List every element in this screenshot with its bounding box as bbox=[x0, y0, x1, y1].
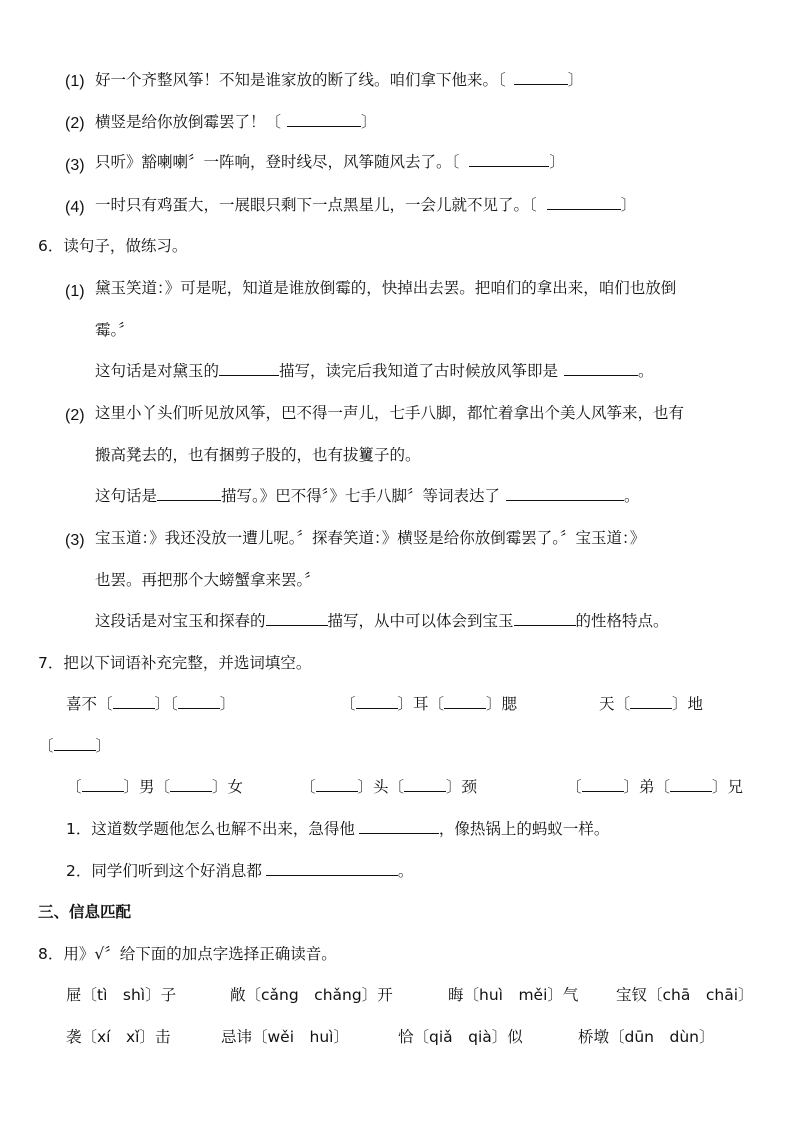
q6-item2-question-part1: 这句话是 bbox=[95, 487, 158, 505]
q6-item2-question-part2: 描写。》巴不得〞》七手八脚〞等词表达了 bbox=[221, 487, 501, 505]
q7-idiom-5 bbox=[300, 777, 477, 797]
q5-item1 bbox=[95, 70, 583, 90]
q7-title: 7．把以下词语补充完整，并选词填空。 bbox=[38, 654, 312, 672]
q6-item1-question-part2: 描写，读完后我知道了古时候放风筝即是 bbox=[279, 362, 559, 380]
q6-item1-number: (1) bbox=[65, 283, 85, 300]
q7-idiom-4-part2: 〕男〔 bbox=[123, 778, 171, 796]
q7-sentence-1-blank[interactable] bbox=[359, 819, 439, 834]
q5-item4-number: (4) bbox=[65, 199, 85, 216]
q5-item2-number: (2) bbox=[65, 115, 85, 132]
q7-idiom-5-part2: 〕头〔 bbox=[357, 778, 405, 796]
q5-item3-number: (3) bbox=[65, 157, 85, 174]
q7-sentence-2-end: 。 bbox=[397, 862, 414, 880]
q6-item1-question-part1: 这句话是对黛玉的 bbox=[95, 362, 220, 380]
q7-idiom-4-part3: 〕女 bbox=[212, 778, 244, 796]
q7-idiom-5-part3: 〕颈 bbox=[446, 778, 478, 796]
q7-idiom-4-blank2[interactable] bbox=[170, 777, 212, 792]
q6-title: 6．读句子，做练习。 bbox=[38, 237, 188, 255]
q8-title: 8．用》√〞给下面的加点字选择正确读音。 bbox=[38, 945, 337, 963]
q7-idiom-6-part3: 〕兄 bbox=[712, 778, 744, 796]
q6-item2-number: (2) bbox=[65, 407, 85, 424]
q7-idiom-3-blank2[interactable] bbox=[54, 736, 96, 751]
q5-item3-answer-blank[interactable] bbox=[469, 152, 549, 167]
q7-idiom-3-part3: 〔 bbox=[38, 737, 54, 755]
q7-idiom-5-blank1[interactable] bbox=[316, 777, 358, 792]
q7-sentence-2-blank[interactable] bbox=[266, 861, 398, 876]
q7-idiom-6-part2: 〕弟〔 bbox=[623, 778, 671, 796]
q5-item2-text: 横竖是给你放倒霉罢了！〔 bbox=[95, 113, 282, 131]
q7-idiom-6-blank2[interactable] bbox=[670, 777, 712, 792]
q7-idiom-1-part1: 喜不〔 bbox=[66, 695, 113, 713]
q6-item3-blank1[interactable] bbox=[266, 611, 328, 626]
q5-item4 bbox=[95, 195, 636, 215]
q7-idiom-2-blank1[interactable] bbox=[356, 694, 398, 709]
q7-idiom-2 bbox=[340, 694, 517, 714]
q6-item2-blank2[interactable] bbox=[506, 486, 624, 501]
q6-item1-line2: 霉。〞 bbox=[95, 321, 134, 339]
q5-item1-answer-blank[interactable] bbox=[514, 70, 568, 85]
q8-choice-4[interactable]: 宝钗〔chā chāi〕 bbox=[616, 986, 754, 1004]
q6-item1-question-end: 。 bbox=[638, 362, 654, 380]
q7-idiom-6-blank1[interactable] bbox=[582, 777, 624, 792]
q7-idiom-2-blank2[interactable] bbox=[444, 694, 486, 709]
q6-item2-question bbox=[95, 486, 640, 506]
q6-item2-line2: 搬高凳去的，也有捆剪子股的，也有拔籰子的。 bbox=[95, 446, 421, 464]
q7-idiom-1-part2: 〕〔 bbox=[154, 695, 178, 713]
q8-choice-3[interactable]: 晦〔huì měi〕气 bbox=[448, 986, 579, 1004]
q7-idiom-1 bbox=[66, 694, 235, 714]
q6-item3-question-part1: 这段话是对宝玉和探春的 bbox=[95, 612, 266, 630]
q7-idiom-3-part1: 天〔 bbox=[599, 695, 631, 713]
q7-sentence-2-part1: 2．同学们听到这个好消息都 bbox=[66, 862, 262, 880]
q5-item1-close: 〕 bbox=[567, 71, 584, 89]
q7-idiom-2-part2: 〕耳〔 bbox=[397, 695, 445, 713]
q5-item1-text: 好一个齐整风筝！不知是谁家放的断了线。咱们拿下他来。〔 bbox=[95, 71, 506, 89]
q6-item3-blank2[interactable] bbox=[514, 611, 576, 626]
q6-item3-question-end: 的性格特点。 bbox=[575, 612, 669, 630]
q5-item1-number: (1) bbox=[65, 73, 85, 90]
q5-item3 bbox=[95, 152, 565, 172]
q6-item3-question bbox=[95, 611, 669, 631]
q7-idiom-6 bbox=[566, 777, 743, 797]
q7-idiom-3-blank1[interactable] bbox=[630, 694, 672, 709]
q7-idiom-4-blank1[interactable] bbox=[82, 777, 124, 792]
q7-idiom-3 bbox=[599, 694, 703, 714]
q8-choice-2[interactable]: 敞〔cǎng chǎng〕开 bbox=[230, 986, 393, 1004]
q6-item3-line2: 也罢。再把那个大螃蟹拿来罢。〞 bbox=[95, 571, 320, 589]
q7-sentence-2 bbox=[66, 861, 413, 881]
q6-item3-line1: 宝玉道：》我还没放一遭儿呢。〞探春笑道：》横竖是给你放倒霉罢了。〞宝玉道：》 bbox=[95, 529, 646, 547]
q6-item2-question-end: 。 bbox=[624, 487, 640, 505]
q5-item4-text: 一时只有鸡蛋大，一展眼只剩下一点黑星儿，一会儿就不见了。〔 bbox=[95, 196, 537, 214]
q8-choice-6[interactable]: 忌讳〔wěi huì〕 bbox=[221, 1028, 349, 1046]
q5-item2 bbox=[95, 112, 377, 132]
q7-sentence-1-part1: 1．这道数学题他怎么也解不出来，急得他 bbox=[66, 820, 355, 838]
q5-item3-text: 只听》豁喇喇〞一阵响，登时线尽，风筝随风去了。〔 bbox=[95, 153, 460, 171]
q6-item1-blank2[interactable] bbox=[564, 361, 638, 376]
q6-item3-question-part2: 描写，从中可以体会到宝玉 bbox=[327, 612, 514, 630]
q5-item2-answer-blank[interactable] bbox=[287, 112, 361, 127]
q6-item2-blank1[interactable] bbox=[157, 486, 221, 501]
q7-idiom-5-part1: 〔 bbox=[300, 778, 316, 796]
q7-idiom-4 bbox=[66, 777, 243, 797]
q7-idiom-1-blank1[interactable] bbox=[113, 694, 155, 709]
q7-idiom-3-continued bbox=[38, 736, 111, 756]
q7-sentence-1-part2: ，像热锅上的蚂蚁一样。 bbox=[438, 820, 610, 838]
q7-idiom-3-part2: 〕地 bbox=[672, 695, 704, 713]
q7-sentence-1 bbox=[66, 819, 609, 839]
q8-choice-1[interactable]: 屉〔tì shì〕子 bbox=[66, 986, 177, 1004]
q7-idiom-5-blank2[interactable] bbox=[404, 777, 446, 792]
q8-choice-8[interactable]: 桥墩〔dūn dùn〕 bbox=[578, 1028, 715, 1046]
q6-item2-line1: 这里小丫头们听见放风筝，巴不得一声儿，七手八脚，都忙着拿出个美人风筝来，也有 bbox=[95, 404, 685, 422]
q7-idiom-3-part4: 〕 bbox=[95, 737, 112, 755]
q7-idiom-1-part3: 〕 bbox=[219, 695, 236, 713]
q5-item2-close: 〕 bbox=[361, 113, 377, 131]
q7-idiom-1-blank2[interactable] bbox=[178, 694, 220, 709]
q6-item1-line1: 黛玉笑道：》可是呢，知道是谁放倒霉的，快掉出去罢。把咱们的拿出来，咱们也放倒 bbox=[95, 279, 677, 297]
q8-choice-7[interactable]: 恰〔qiǎ qià〕似 bbox=[398, 1028, 523, 1046]
q6-item1-blank1[interactable] bbox=[219, 361, 279, 376]
q6-item3-number: (3) bbox=[65, 532, 85, 549]
q7-idiom-4-part1: 〔 bbox=[66, 778, 82, 796]
q5-item3-close: 〕 bbox=[549, 153, 565, 171]
section-3-heading: 三、信息匹配 bbox=[38, 903, 132, 921]
q6-item1-question bbox=[95, 361, 654, 381]
q7-idiom-2-part1: 〔 bbox=[340, 695, 356, 713]
q7-idiom-6-part1: 〔 bbox=[566, 778, 582, 796]
q7-idiom-2-part3: 〕腮 bbox=[486, 695, 518, 713]
q5-item4-close: 〕 bbox=[620, 196, 637, 214]
q8-choice-5[interactable]: 袭〔xí xǐ〕击 bbox=[66, 1028, 171, 1046]
q5-item4-answer-blank[interactable] bbox=[547, 195, 621, 210]
